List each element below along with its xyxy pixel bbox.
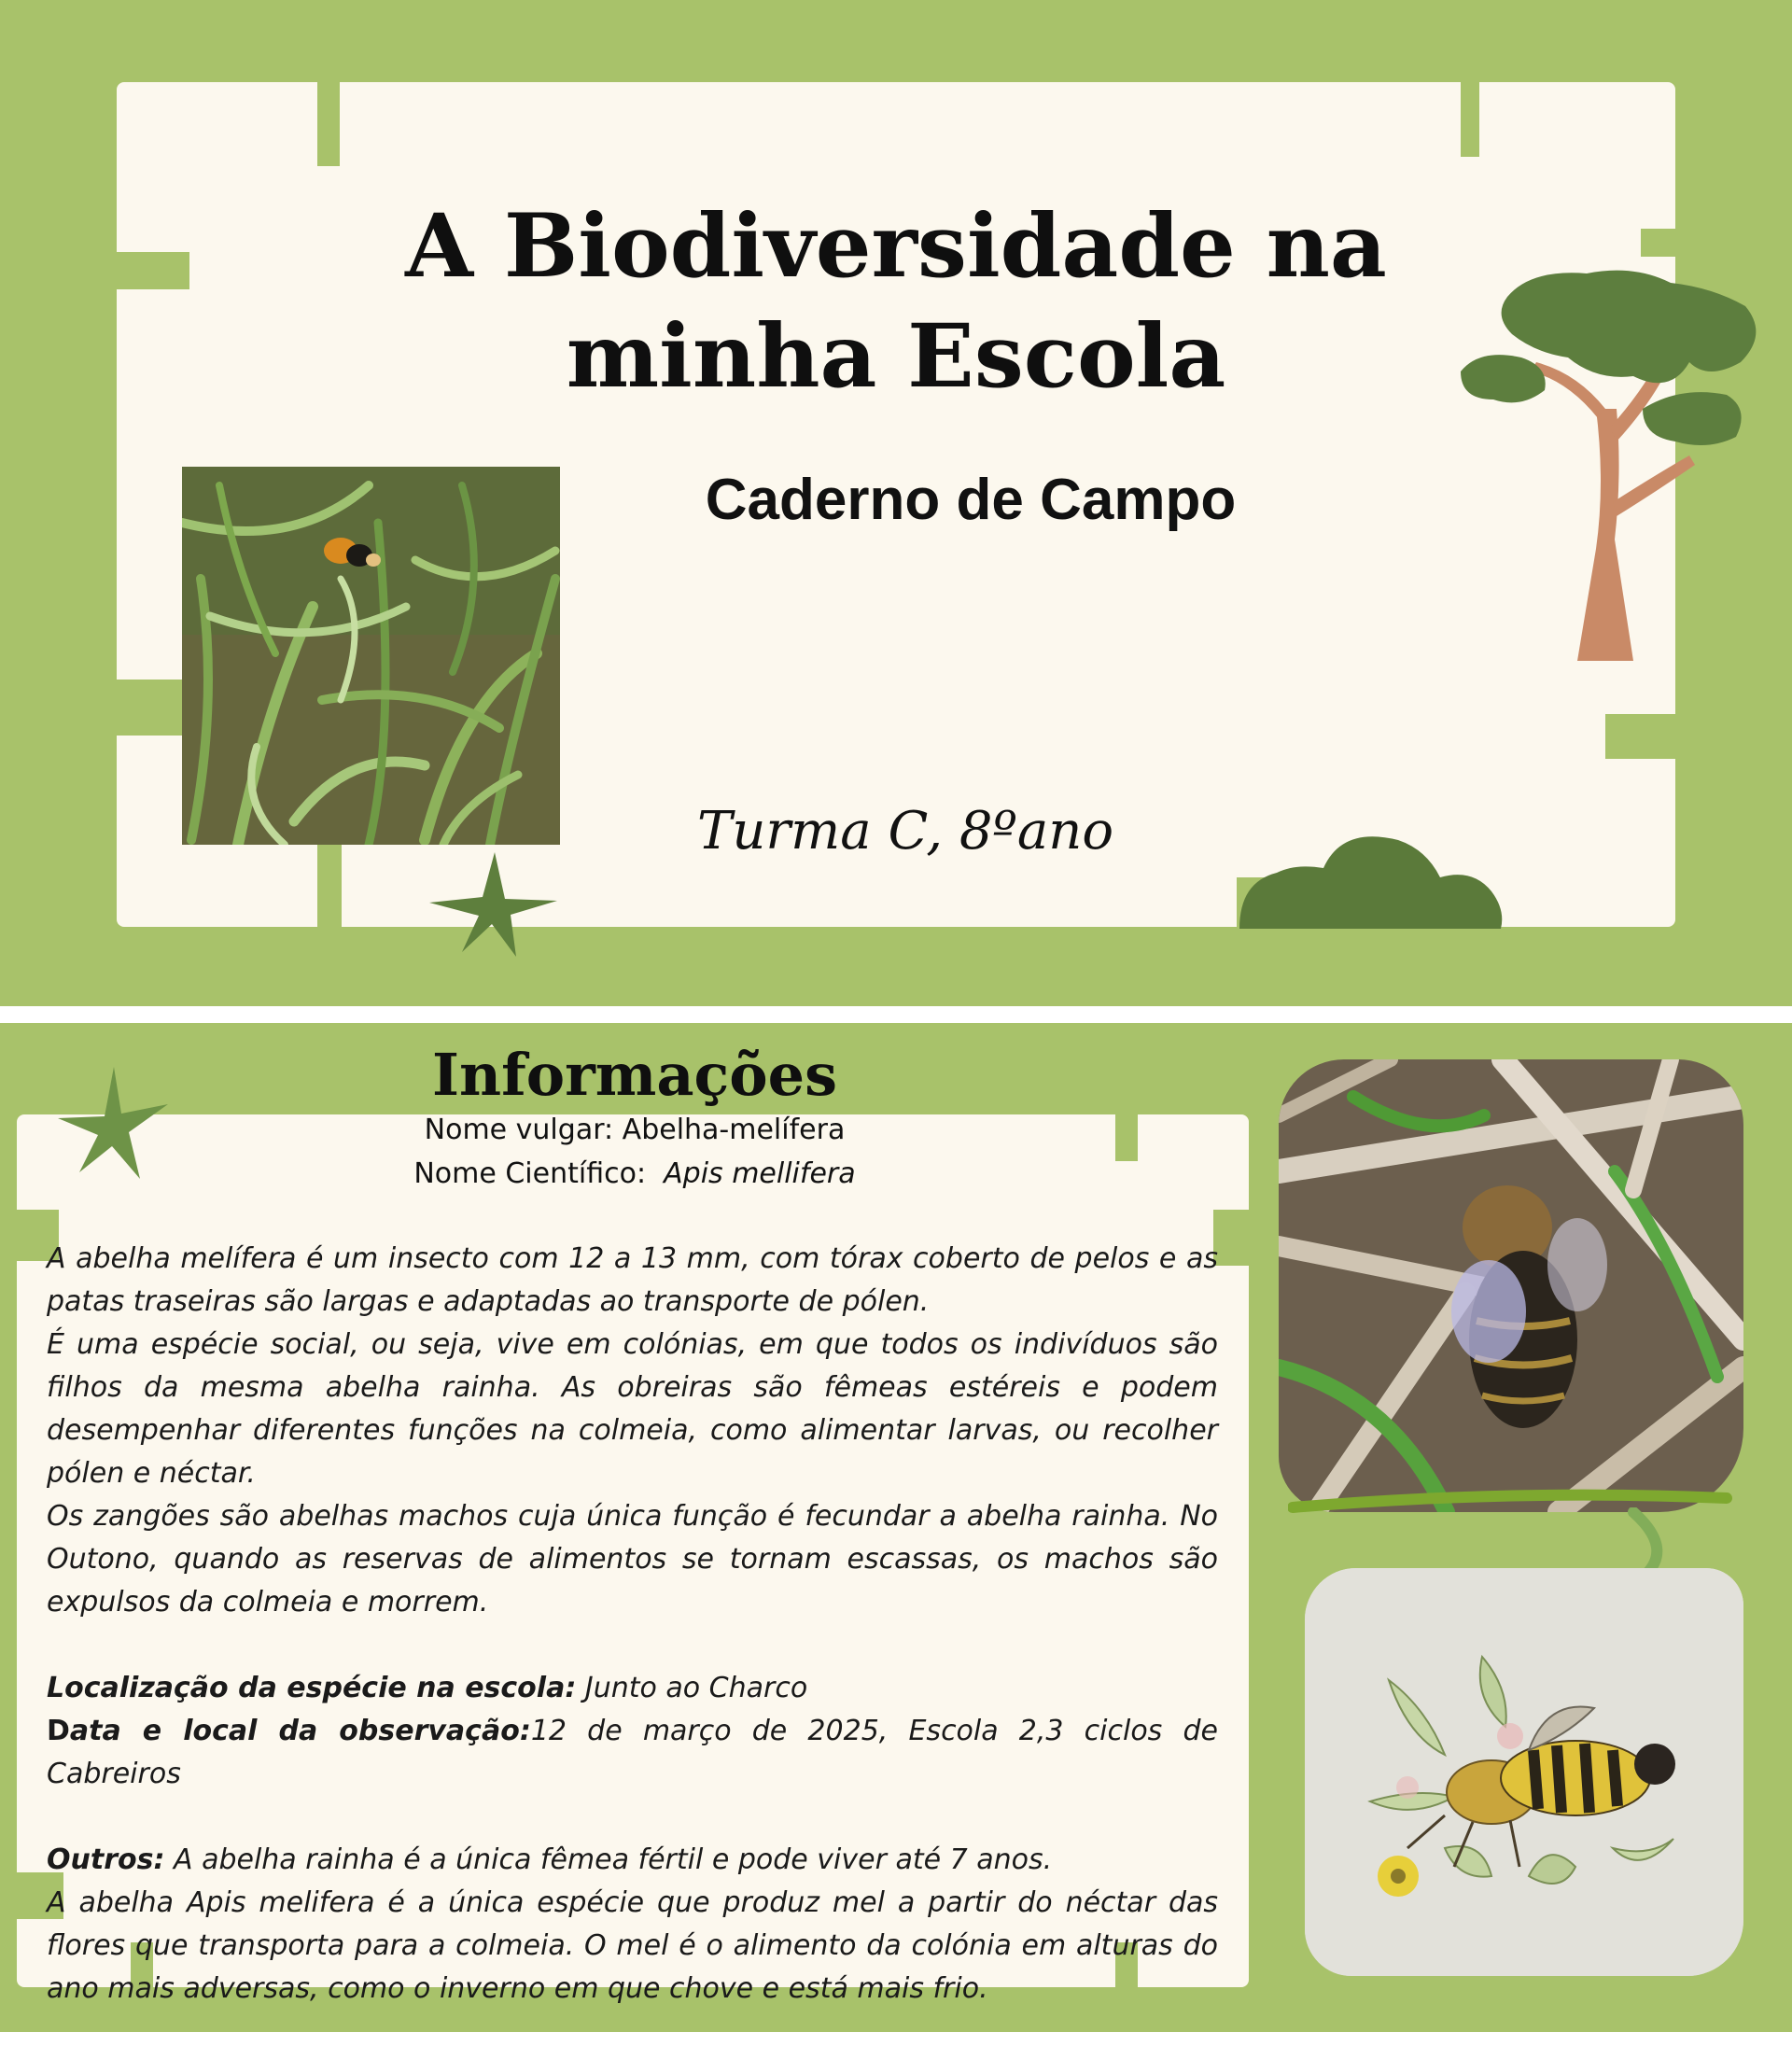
paper-notch xyxy=(1641,229,1675,257)
common-name-value: Abelha-melífera xyxy=(622,1114,846,1146)
subtitle: Caderno de Campo xyxy=(705,468,1237,532)
location-value: Junto ao Charco xyxy=(576,1672,808,1704)
description-text xyxy=(47,1238,1218,2011)
paper-notch xyxy=(317,845,342,927)
page-title xyxy=(355,191,1437,412)
paper-notch xyxy=(1605,714,1675,759)
paragraph-3: Os zangões são abelhas machos cuja única função é fecundar a abelha rainha. No Outono, quando as reservas de alimentos se tornam escassas, os machos são expulsos da colmeia e morrem. xyxy=(47,1500,1218,1619)
drawn-flower xyxy=(1378,1856,1419,1897)
class-label: Turma C, 8ºano xyxy=(696,801,1114,862)
location-label: Localização da espécie na escola: xyxy=(47,1672,577,1704)
star-decoration-icon xyxy=(56,1062,173,1184)
star-decoration-icon xyxy=(425,845,565,966)
others-value: A abelha rainha é a única fêmea fértil e pode viver até 7 anos. xyxy=(164,1843,1053,1876)
paper-notch xyxy=(1213,1210,1249,1266)
title-line-1: A Biodiversidade na xyxy=(405,195,1387,298)
tree-icon xyxy=(1456,269,1759,670)
others-extra: A abelha Apis melifera é a única espécie que produz mel a partir do néctar das flores que transporta para a colmeia. O mel é o alimento da colónia em alturas do ano mais adversas, como o inverno em que chove e está mais frio. xyxy=(47,1886,1218,2005)
date-label: ata e local da observação: xyxy=(69,1715,531,1747)
scientific-name-value: Apis mellifera xyxy=(664,1157,856,1190)
grass-photo xyxy=(182,467,560,845)
title-line-2: minha Escola xyxy=(566,305,1226,408)
info-heading: Informações xyxy=(432,1041,837,1109)
others-line xyxy=(47,1839,1218,1882)
paper-notch xyxy=(1461,82,1479,157)
paragraph-2: É uma espécie social, ou seja, vive em colónias, em que todos os indivíduos são filhos da mesma abelha rainha. As obreiras são fêmeas estéreis e podem desempenhar diferentes funções na colmeia, como alimentar larvas, ou recolher pólen e néctar. xyxy=(47,1328,1218,1490)
cover-slide xyxy=(0,0,1792,1006)
paper-notch xyxy=(1115,1114,1138,1161)
date-line xyxy=(47,1710,1218,1796)
scientific-name-label: Nome Científico: xyxy=(413,1157,647,1190)
common-name-label: Nome vulgar: xyxy=(424,1114,614,1146)
scientific-name-line xyxy=(280,1157,989,1190)
bee-photo xyxy=(1279,1059,1743,1512)
others-label: Outros: xyxy=(47,1843,165,1876)
paper-notch xyxy=(117,252,189,289)
location-line xyxy=(47,1667,1218,1710)
common-name-line xyxy=(280,1114,989,1146)
paper-notch xyxy=(317,82,340,166)
paragraph-1: A abelha melífera é um insecto com 12 a 13 mm, com tórax coberto de pelos e as patas traseiras são largas e adaptadas ao transporte de pólen. xyxy=(47,1242,1218,1318)
bush-icon xyxy=(1239,826,1505,929)
date-label-first: D xyxy=(47,1715,70,1747)
bee-drawing xyxy=(1305,1568,1743,1976)
date-value: 12 de março de 2025, Escola 2,3 ciclos de Cabreiros xyxy=(47,1715,1218,1790)
